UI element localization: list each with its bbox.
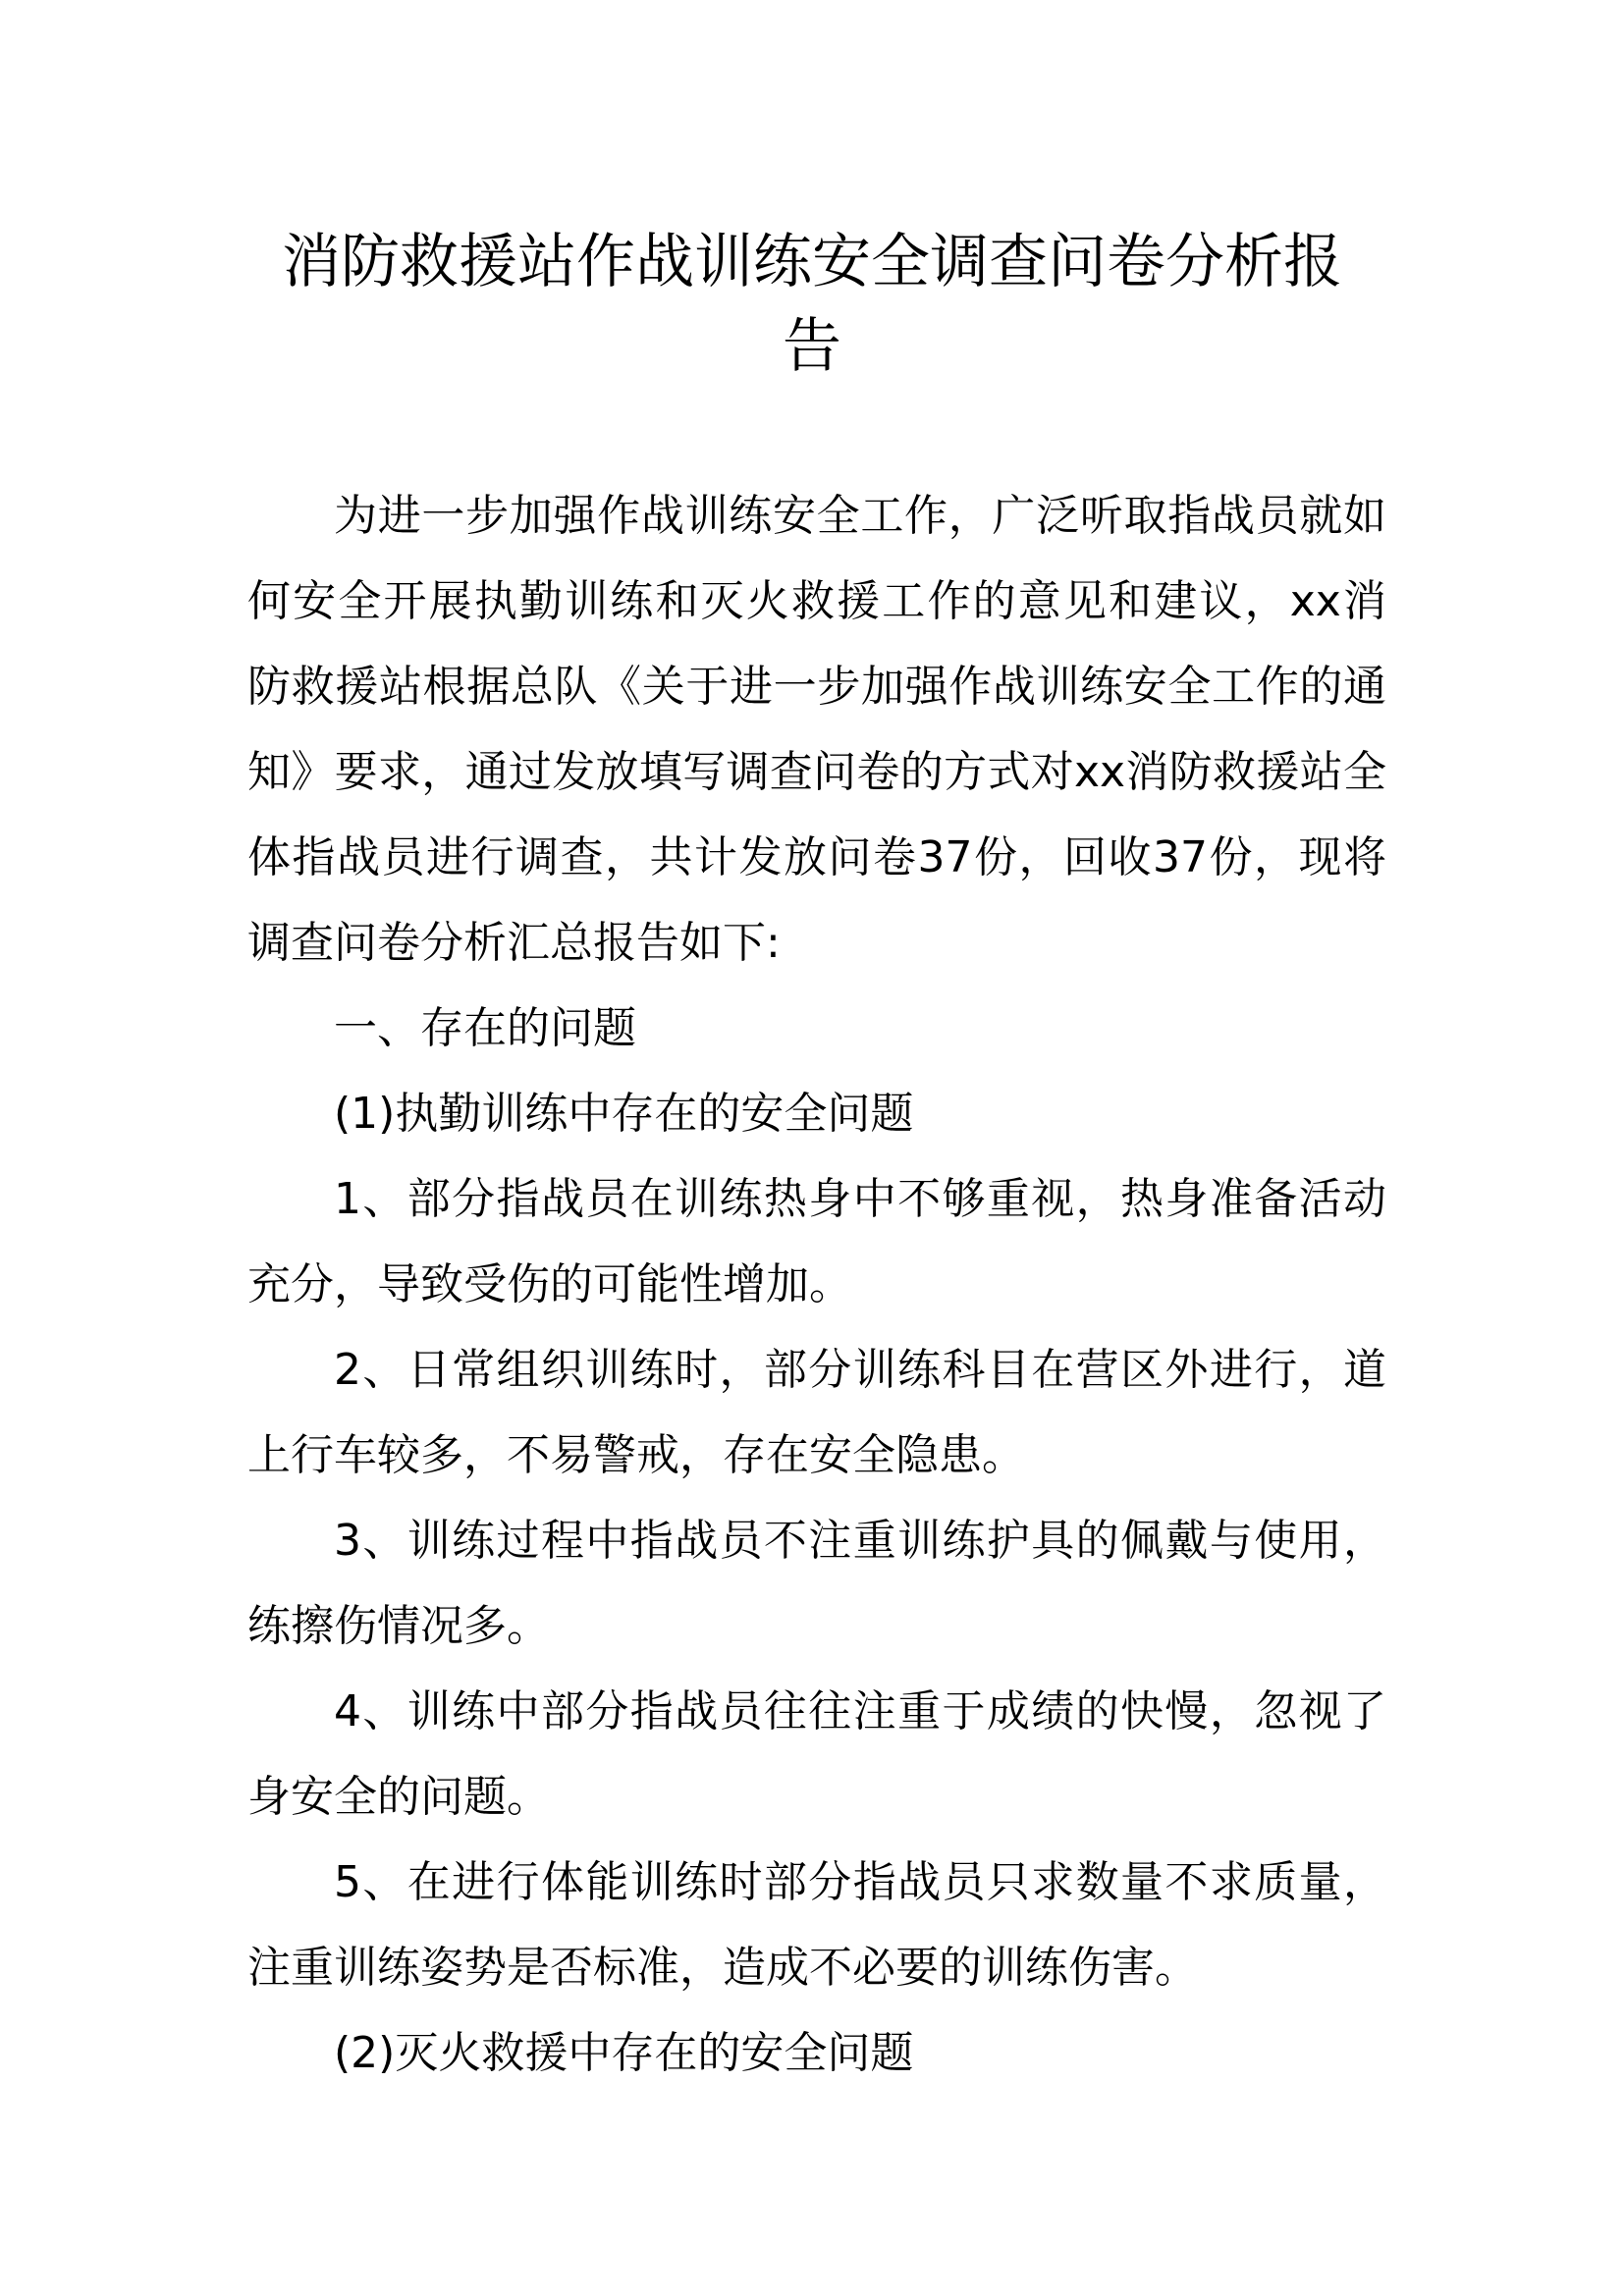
paragraph-line: 体指战员进行调查，共计发放问卷37份，回收37份，现将 xyxy=(247,832,1386,882)
paragraph-line: 注重训练姿势是否标准，造成不必要的训练伤害。 xyxy=(247,1943,1198,1993)
paragraph xyxy=(247,1071,1386,1156)
document-title xyxy=(0,220,1624,389)
paragraph-line: 上行车较多，不易警戒，存在安全隐患。 xyxy=(247,1430,1025,1480)
paragraph-line: (2)灭火救援中存在的安全问题 xyxy=(334,2028,914,2078)
title-line-2: 告 xyxy=(783,312,841,381)
paragraph xyxy=(247,1498,1386,1669)
title-line-1: 消防救援站作战训练安全调查问卷分析报 xyxy=(282,228,1342,296)
paragraph-line: 1、部分指战员在训练热身中不够重视，热身准备活动 xyxy=(334,1174,1386,1224)
paragraph-line: 身安全的问题。 xyxy=(247,1772,550,1822)
paragraph-line: 5、在进行体能训练时部分指战员只求数量不求质量， xyxy=(334,1857,1386,1907)
paragraph-line: 知》要求，通过发放填写调查问卷的方式对xx消防救援站全 xyxy=(247,747,1386,797)
paragraph-line: 3、训练过程中指战员不注重训练护具的佩戴与使用， xyxy=(334,1516,1386,1566)
document-body xyxy=(247,473,1386,2096)
paragraph xyxy=(247,1327,1386,1498)
paragraph xyxy=(247,2010,1386,2096)
paragraph-line: 4、训练中部分指战员往往注重于成绩的快慢，忽视了 xyxy=(334,1686,1386,1736)
paragraph-line: 2、日常组织训练时，部分训练科目在营区外进行，道 xyxy=(334,1345,1386,1395)
paragraph-line: (1)执勤训练中存在的安全问题 xyxy=(334,1089,914,1139)
paragraph-line: 一、存在的问题 xyxy=(334,1003,636,1053)
paragraph-line: 何安全开展执勤训练和灭火救援工作的意见和建议，xx消 xyxy=(247,576,1386,626)
paragraph xyxy=(247,1840,1386,2010)
paragraph xyxy=(247,473,1386,986)
paragraph-line: 为进一步加强作战训练安全工作，广泛听取指战员就如 xyxy=(334,491,1386,541)
paragraph xyxy=(247,986,1386,1071)
paragraph-line: 充分，导致受伤的可能性增加。 xyxy=(247,1259,852,1309)
paragraph-line: 调查问卷分析汇总报告如下: xyxy=(247,918,781,968)
paragraph-line: 练擦伤情况多。 xyxy=(247,1601,550,1651)
paragraph-line: 防救援站根据总队《关于进一步加强作战训练安全工作的通 xyxy=(247,662,1386,712)
paragraph xyxy=(247,1156,1386,1327)
paragraph xyxy=(247,1669,1386,1840)
